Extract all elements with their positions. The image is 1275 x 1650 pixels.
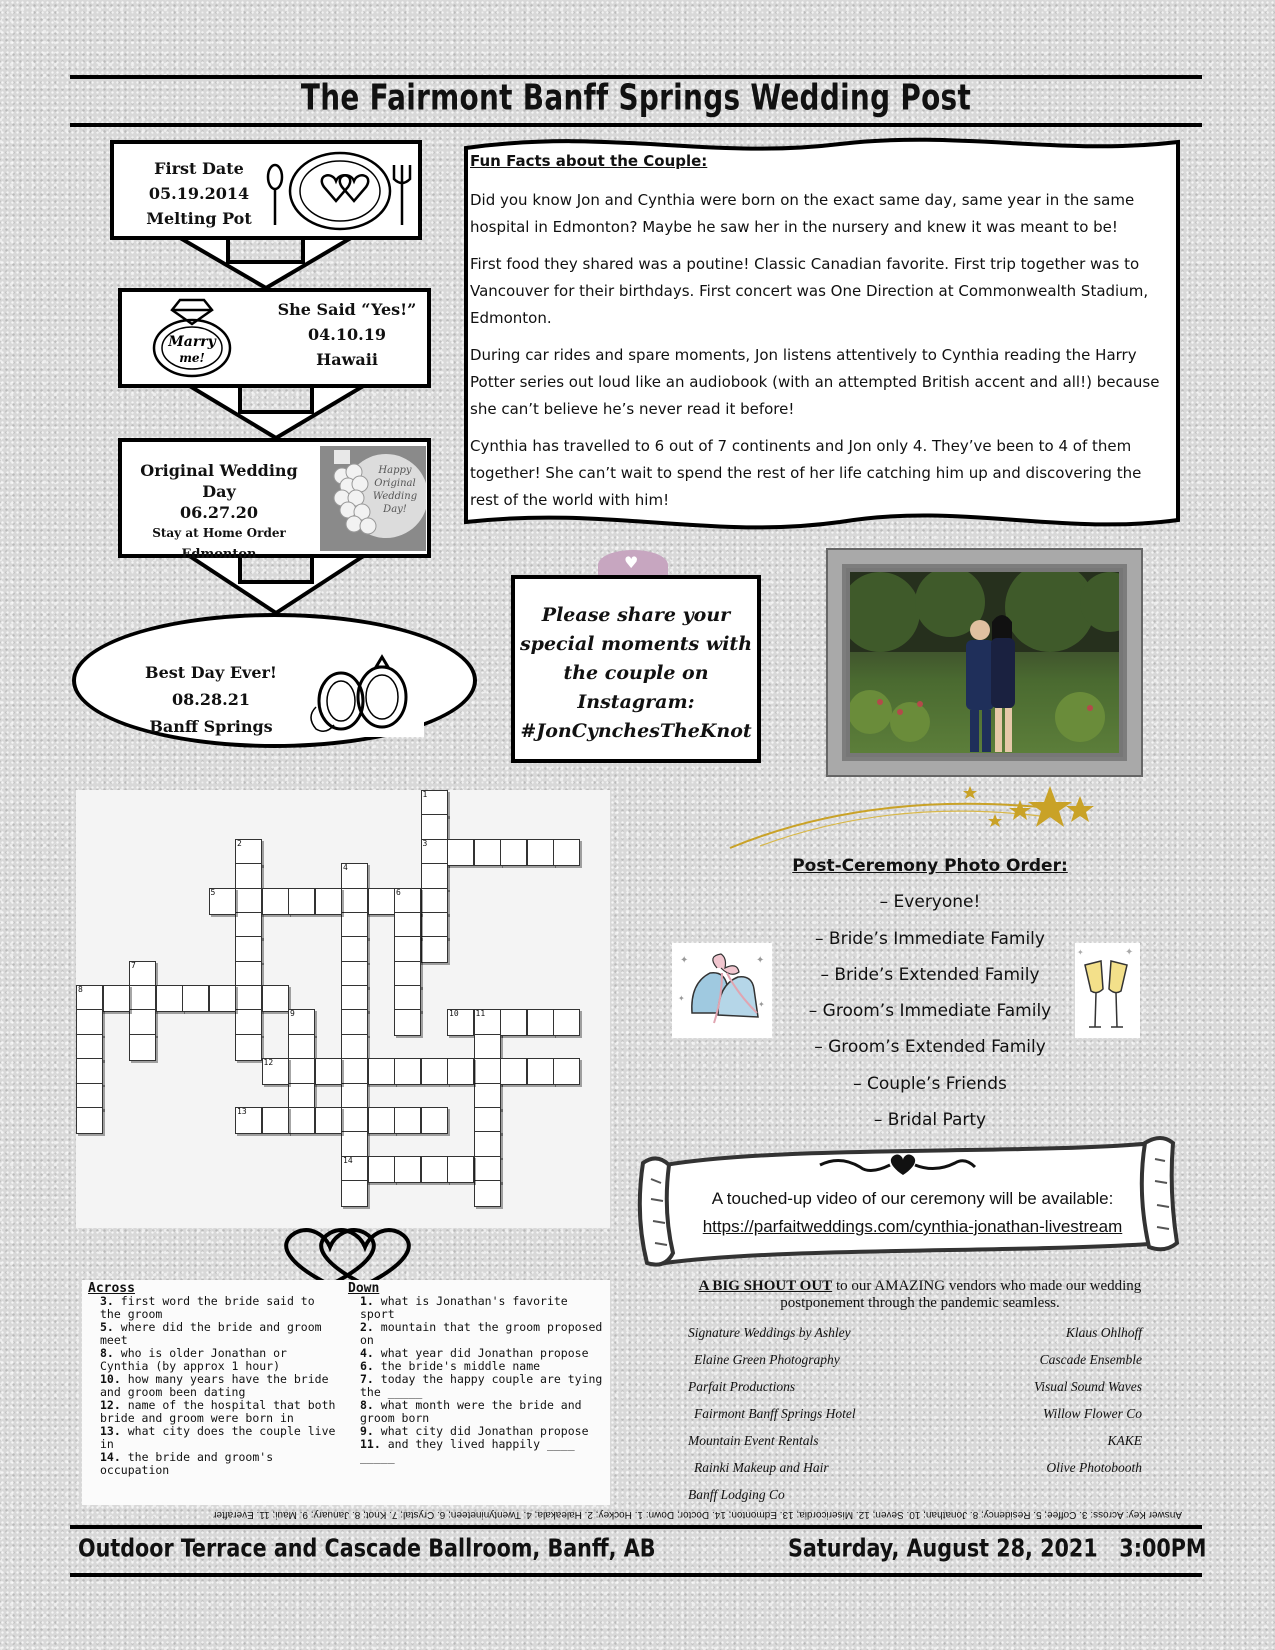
crossword-cell[interactable]	[341, 888, 368, 915]
vendor-name: Klaus Ohlhoff	[1065, 1325, 1142, 1340]
clue-across-8: 8. who is older Jonathan or Cynthia (by approx 1 hour)	[100, 1346, 287, 1373]
crossword-cell[interactable]	[315, 1107, 342, 1134]
crossword-cell[interactable]	[76, 985, 103, 1012]
cake-caption: Happy Original Wedding Day!	[372, 465, 418, 515]
crossword-cell[interactable]	[474, 1034, 501, 1061]
crossword-cell[interactable]	[182, 985, 209, 1012]
crossword-number: 5	[210, 887, 216, 897]
crossword-cell[interactable]	[129, 1009, 156, 1036]
instagram-line-2: special moments with	[519, 633, 753, 655]
across-heading: Across	[88, 1281, 135, 1296]
photo-order-item: – Bride’s Immediate Family	[815, 928, 1045, 949]
crossword-cell[interactable]	[288, 1009, 315, 1036]
footer-datetime	[788, 1535, 1207, 1564]
across-clues	[88, 1282, 338, 1477]
ring-icon	[144, 294, 240, 384]
crossword-cell[interactable]	[103, 985, 130, 1012]
crossword-number: 12	[263, 1058, 274, 1068]
crossword-cell[interactable]	[288, 1034, 315, 1061]
crossword-cell[interactable]	[262, 1107, 289, 1134]
crossword-cell[interactable]	[129, 961, 156, 988]
timeline-original-wedding	[118, 438, 431, 562]
crossword-cell[interactable]	[235, 1034, 262, 1061]
crossword-cell[interactable]	[341, 936, 368, 963]
crossword-cell[interactable]	[288, 888, 315, 915]
fun-fact-2: First food they shared was a poutine! Classic Canadian favorite. First trip together was to Vancouver for their birthdays. First concert was One Direction at Commonwealth Stadium, Edmonton.	[470, 255, 1149, 327]
clue-across-14: 14. the bride and groom's occupation	[100, 1450, 274, 1477]
crossword-cell[interactable]	[341, 1107, 368, 1134]
wedding-rings-icon	[296, 647, 424, 737]
crossword-cell[interactable]	[447, 839, 474, 866]
vendor-name: Elaine Green Photography	[694, 1352, 840, 1367]
first-date-date: 05.19.2014	[148, 184, 250, 203]
crossword-number: 2	[237, 838, 242, 848]
crossword-cell[interactable]	[341, 1034, 368, 1061]
crossword-number: 1	[422, 790, 428, 799]
vendor-name: KAKE	[1107, 1433, 1142, 1448]
footer-time: 3:00PM	[1119, 1534, 1207, 1564]
crossword-cell[interactable]	[474, 1058, 501, 1085]
crossword-cell[interactable]	[447, 1009, 474, 1036]
crossword-cell[interactable]	[235, 961, 262, 988]
crossword-cell[interactable]	[474, 839, 501, 866]
crossword-cell[interactable]	[235, 863, 262, 890]
shooting-stars-icon	[720, 780, 1110, 850]
crossword-cell[interactable]	[394, 1156, 421, 1183]
timeline-proposal	[118, 288, 431, 388]
crossword-cell[interactable]	[209, 888, 236, 915]
crossword-cell[interactable]	[341, 863, 368, 890]
crossword-cell[interactable]	[421, 912, 448, 939]
proposal-place: Hawaii	[316, 350, 378, 369]
proposal-date: 04.10.19	[308, 325, 386, 344]
fun-fact-4: Cynthia has travelled to 6 out of 7 continents and Jon only 4. They’ve been to 4 of them together! She can’t wait to spend the rest of her life catching him up and discovering the rest of the world with him!	[470, 437, 1142, 509]
crossword-cell[interactable]	[421, 936, 448, 963]
crossword-cell[interactable]	[394, 1009, 421, 1036]
macarons-cake-image	[320, 446, 426, 551]
crossword-cell[interactable]	[262, 1058, 289, 1085]
photo-order-item: – Bridal Party	[873, 1110, 987, 1131]
vendor-name: Olive Photobooth	[1046, 1460, 1142, 1475]
crossword-cell[interactable]	[421, 814, 448, 841]
crossword-cell[interactable]	[553, 1009, 580, 1036]
video-link[interactable]: https://parfaitweddings.com/cynthia-jonathan-livestream	[702, 1217, 1123, 1236]
photo-order-item: – Groom’s Immediate Family	[808, 1001, 1052, 1022]
original-wedding-note: Stay at Home Order	[152, 526, 286, 540]
crossword-cell[interactable]	[474, 1107, 501, 1134]
instagram-hashtag: #JonCynchesTheKnot	[520, 720, 752, 742]
vendor-name: Cascade Ensemble	[1039, 1352, 1142, 1367]
svg-text:✦: ✦	[1077, 948, 1084, 957]
clue-across-5: 5. where did the bride and groom meet	[100, 1320, 322, 1347]
crossword-cell[interactable]	[341, 1009, 368, 1036]
photo-order-item: – Everyone!	[879, 892, 981, 913]
vendor-name: Rainki Makeup and Hair	[694, 1460, 829, 1475]
shout-out	[665, 1278, 1175, 1312]
shout-out-lead: A BIG SHOUT OUT	[698, 1278, 833, 1294]
couple-photo-frame	[828, 550, 1141, 775]
crossword-cell[interactable]	[235, 985, 262, 1012]
crossword-cell[interactable]	[341, 1156, 368, 1183]
arrow-2	[188, 385, 365, 438]
clue-across-3: 3. first word the bride said to the groom	[100, 1294, 315, 1321]
crossword-number: 11	[475, 1009, 486, 1019]
clue-down-6: 6. the bride's middle name	[360, 1359, 541, 1373]
crossword-cell[interactable]	[500, 1058, 527, 1085]
footer-top-rule	[70, 1525, 1202, 1529]
crossword-cell[interactable]	[553, 1058, 580, 1085]
marry-me-ring-image	[144, 294, 240, 384]
clue-down-7: 7. today the happy couple are tying the _____	[360, 1372, 603, 1399]
clue-down-1: 1. what is Jonathan's favorite sport	[360, 1294, 568, 1321]
crossword-cell[interactable]	[527, 1058, 554, 1085]
crossword-cell[interactable]	[288, 1083, 315, 1110]
crossword-cell[interactable]	[447, 1058, 474, 1085]
clue-down-4: 4. what year did Jonathan propose	[360, 1346, 589, 1360]
instagram-box	[511, 575, 761, 763]
crossword-cell[interactable]	[421, 1107, 448, 1134]
crossword-cell[interactable]	[474, 1083, 501, 1110]
crossword-number: 7	[131, 960, 136, 970]
heart-icon: ♥	[624, 553, 639, 572]
crossword-cell[interactable]	[341, 912, 368, 939]
svg-text:✦: ✦	[680, 955, 689, 966]
svg-text:me!: me!	[179, 351, 205, 365]
crossword-cell[interactable]	[235, 936, 262, 963]
fun-fact-1: Did you know Jon and Cynthia were born on the exact same day, same year in the same hospital in Edmonton? Maybe he saw her in the nursery and knew it was meant to be!	[470, 191, 1135, 236]
crossword-cell[interactable]	[474, 1009, 501, 1036]
crossword-number: 14	[343, 1155, 353, 1165]
crossword-cell[interactable]	[368, 1058, 395, 1085]
crossword-cell[interactable]	[129, 1034, 156, 1061]
crossword-cell[interactable]	[474, 1156, 501, 1183]
crossword-cell[interactable]	[394, 961, 421, 988]
crossword-cell[interactable]	[288, 1058, 315, 1085]
crossword-cell[interactable]	[394, 888, 421, 915]
crossword-cell[interactable]	[500, 839, 527, 866]
crossword-cell[interactable]	[447, 1156, 474, 1183]
clue-across-12: 12. name of the hospital that both bride and groom were born in	[100, 1398, 336, 1425]
crossword-cell[interactable]	[129, 985, 156, 1012]
crossword-cell[interactable]	[368, 1107, 395, 1134]
instagram-line-1: Please share your	[541, 604, 731, 626]
crossword-cell[interactable]	[76, 1034, 103, 1061]
crossword-number: 3	[422, 838, 428, 848]
vendor-name: Signature Weddings by Ashley	[688, 1325, 851, 1340]
crossword-cell[interactable]	[262, 985, 289, 1012]
answer-key: Answer Key: Across: 3. Coffee; 5. Residency; 8. Jonathan; 10. Seven; 12. Misericordia; 13. Edmonton; 14. Doctor; Down: 1. Hockey; 2. Haleakala; 4. Twentynineteen; 6. Crystal; 7. Knot; 8. January; 9. Maui; 11. Everafter	[213, 1509, 1182, 1520]
crossword-number: 9	[290, 1009, 295, 1019]
crossword-cell[interactable]	[315, 888, 342, 915]
best-day-place: Banff Springs	[149, 717, 273, 736]
fun-facts	[470, 148, 1165, 524]
timeline-first-date	[110, 140, 422, 240]
crossword-cell[interactable]	[553, 839, 580, 866]
vendor-name: Visual Sound Waves	[1034, 1379, 1142, 1394]
vendor-name: Fairmont Banff Springs Hotel	[694, 1406, 856, 1421]
photo-order-item: – Couple’s Friends	[853, 1073, 1007, 1094]
clue-down-9: 9. what city did Jonathan propose	[360, 1424, 589, 1438]
down-clues	[348, 1282, 604, 1464]
page-title: The Fairmont Banff Springs Wedding Post	[300, 77, 972, 119]
footer-bottom-rule	[70, 1573, 1202, 1577]
crossword-cell[interactable]	[394, 1058, 421, 1085]
crossword-grid	[76, 790, 610, 1228]
crossword-cell[interactable]	[235, 1107, 262, 1134]
crossword-number: 10	[449, 1009, 459, 1019]
crossword-cell[interactable]	[341, 1131, 368, 1158]
crossword-cell[interactable]	[235, 839, 262, 866]
crossword-cell[interactable]	[421, 790, 448, 817]
svg-text:✦: ✦	[756, 955, 765, 966]
crossword-cell[interactable]	[341, 1180, 368, 1207]
shout-out-text: to our AMAZING vendors who made our wedding postponement through the pandemic seamless.	[780, 1278, 1142, 1311]
crossword-number: 4	[343, 863, 348, 873]
crossword-cell[interactable]	[421, 888, 448, 915]
first-date-place: Melting Pot	[146, 209, 252, 228]
vendor-name: Willow Flower Co	[1042, 1406, 1142, 1421]
crossword-cell[interactable]	[394, 985, 421, 1012]
crossword-cell[interactable]	[341, 985, 368, 1012]
vendor-name: Mountain Event Rentals	[688, 1433, 819, 1448]
footer-date: Saturday, August 28, 2021	[788, 1534, 1098, 1564]
clue-across-10: 10. how many years have the bride and groom been dating	[100, 1372, 329, 1399]
wedding-bells-icon	[672, 943, 772, 1038]
crossword-number: 13	[237, 1106, 247, 1116]
crossword-cell[interactable]	[341, 1058, 368, 1085]
crossword-cell[interactable]	[76, 1107, 103, 1134]
crossword-clues	[82, 1280, 610, 1505]
clue-down-11: 11. and they lived happily ____ _____	[360, 1437, 575, 1464]
svg-text:✦: ✦	[758, 1000, 765, 1009]
crossword-cell[interactable]	[156, 985, 183, 1012]
crossword-cell[interactable]	[368, 1156, 395, 1183]
couple-photo	[850, 572, 1119, 753]
down-heading: Down	[348, 1281, 380, 1296]
crossword-cell[interactable]	[394, 1107, 421, 1134]
crossword-cell[interactable]	[527, 1009, 554, 1036]
clue-down-8: 8. what month were the bride and groom born	[360, 1398, 582, 1425]
fun-facts-heading: Fun Facts about the Couple:	[470, 152, 708, 170]
video-text: A touched-up video of our ceremony will be available:	[711, 1189, 1114, 1208]
original-wedding-date: 06.27.20	[180, 503, 258, 522]
crossword-cell[interactable]	[500, 1009, 527, 1036]
timeline-best-day	[72, 613, 477, 748]
crossword-cell[interactable]	[262, 888, 289, 915]
svg-text:✦: ✦	[678, 994, 685, 1003]
crossword-cell[interactable]	[288, 1107, 315, 1134]
champagne-glasses-icon	[1075, 943, 1140, 1038]
crossword-cell[interactable]	[76, 1083, 103, 1110]
crossword-cell[interactable]	[474, 1131, 501, 1158]
footer-location: Outdoor Terrace and Cascade Ballroom, Banff, AB	[78, 1534, 656, 1564]
instagram-line-4: Instagram:	[577, 691, 695, 713]
svg-text:Marry: Marry	[168, 334, 216, 350]
crossword-number: 6	[396, 887, 401, 897]
photo-order-item: – Bride’s Extended Family	[820, 964, 1040, 985]
crossword-cell[interactable]	[315, 1058, 342, 1085]
original-wedding-place: Edmonton	[181, 547, 257, 562]
photo-order-heading: Post-Ceremony Photo Order:	[792, 856, 1068, 876]
crossword-cell[interactable]	[209, 985, 236, 1012]
video-notice	[640, 1185, 1185, 1241]
crossword-cell[interactable]	[394, 936, 421, 963]
crossword-number: 8	[78, 985, 83, 995]
crossword-cell[interactable]	[394, 912, 421, 939]
crossword-cell[interactable]	[76, 1009, 103, 1036]
crossword-cell[interactable]	[341, 1083, 368, 1110]
proposal-title: She Said “Yes!”	[277, 300, 417, 319]
crossword-cell[interactable]	[421, 1156, 448, 1183]
crossword-cell[interactable]	[368, 888, 395, 915]
vendor-name: Banff Lodging Co	[688, 1487, 785, 1502]
crossword-cell[interactable]	[421, 1058, 448, 1085]
clue-down-2: 2. mountain that the groom proposed on	[360, 1320, 603, 1347]
crossword-cell[interactable]	[76, 1058, 103, 1085]
svg-text:✦: ✦	[1125, 947, 1134, 958]
crossword-cell[interactable]	[235, 888, 262, 915]
crossword-cell[interactable]	[235, 912, 262, 939]
clue-across-13: 13. what city does the couple live in	[100, 1424, 336, 1451]
crossword-cell[interactable]	[235, 1009, 262, 1036]
dinner-plate-icon	[262, 147, 417, 235]
crossword-cell[interactable]	[421, 863, 448, 890]
vendor-name: Parfait Productions	[688, 1379, 796, 1394]
original-wedding-title: Original Wedding Day	[140, 461, 298, 501]
instagram-line-3: the couple on	[563, 662, 709, 684]
first-date-title: First Date	[154, 159, 244, 178]
best-day-title: Best Day Ever!	[145, 663, 277, 682]
crossword-cell[interactable]	[421, 839, 448, 866]
photo-order-item: – Groom’s Extended Family	[814, 1037, 1046, 1058]
crossword-cell[interactable]	[527, 839, 554, 866]
best-day-date: 08.28.21	[172, 690, 250, 709]
arrow-1	[175, 235, 356, 288]
fun-fact-3: During car rides and spare moments, Jon listens attentively to Cynthia reading the Harry Potter series out loud like an audiobook (with an attempted British accent and all!) because she can’t believe he’s never read it before!	[470, 346, 1160, 418]
crossword-cell[interactable]	[474, 1180, 501, 1207]
crossword-cell[interactable]	[341, 961, 368, 988]
